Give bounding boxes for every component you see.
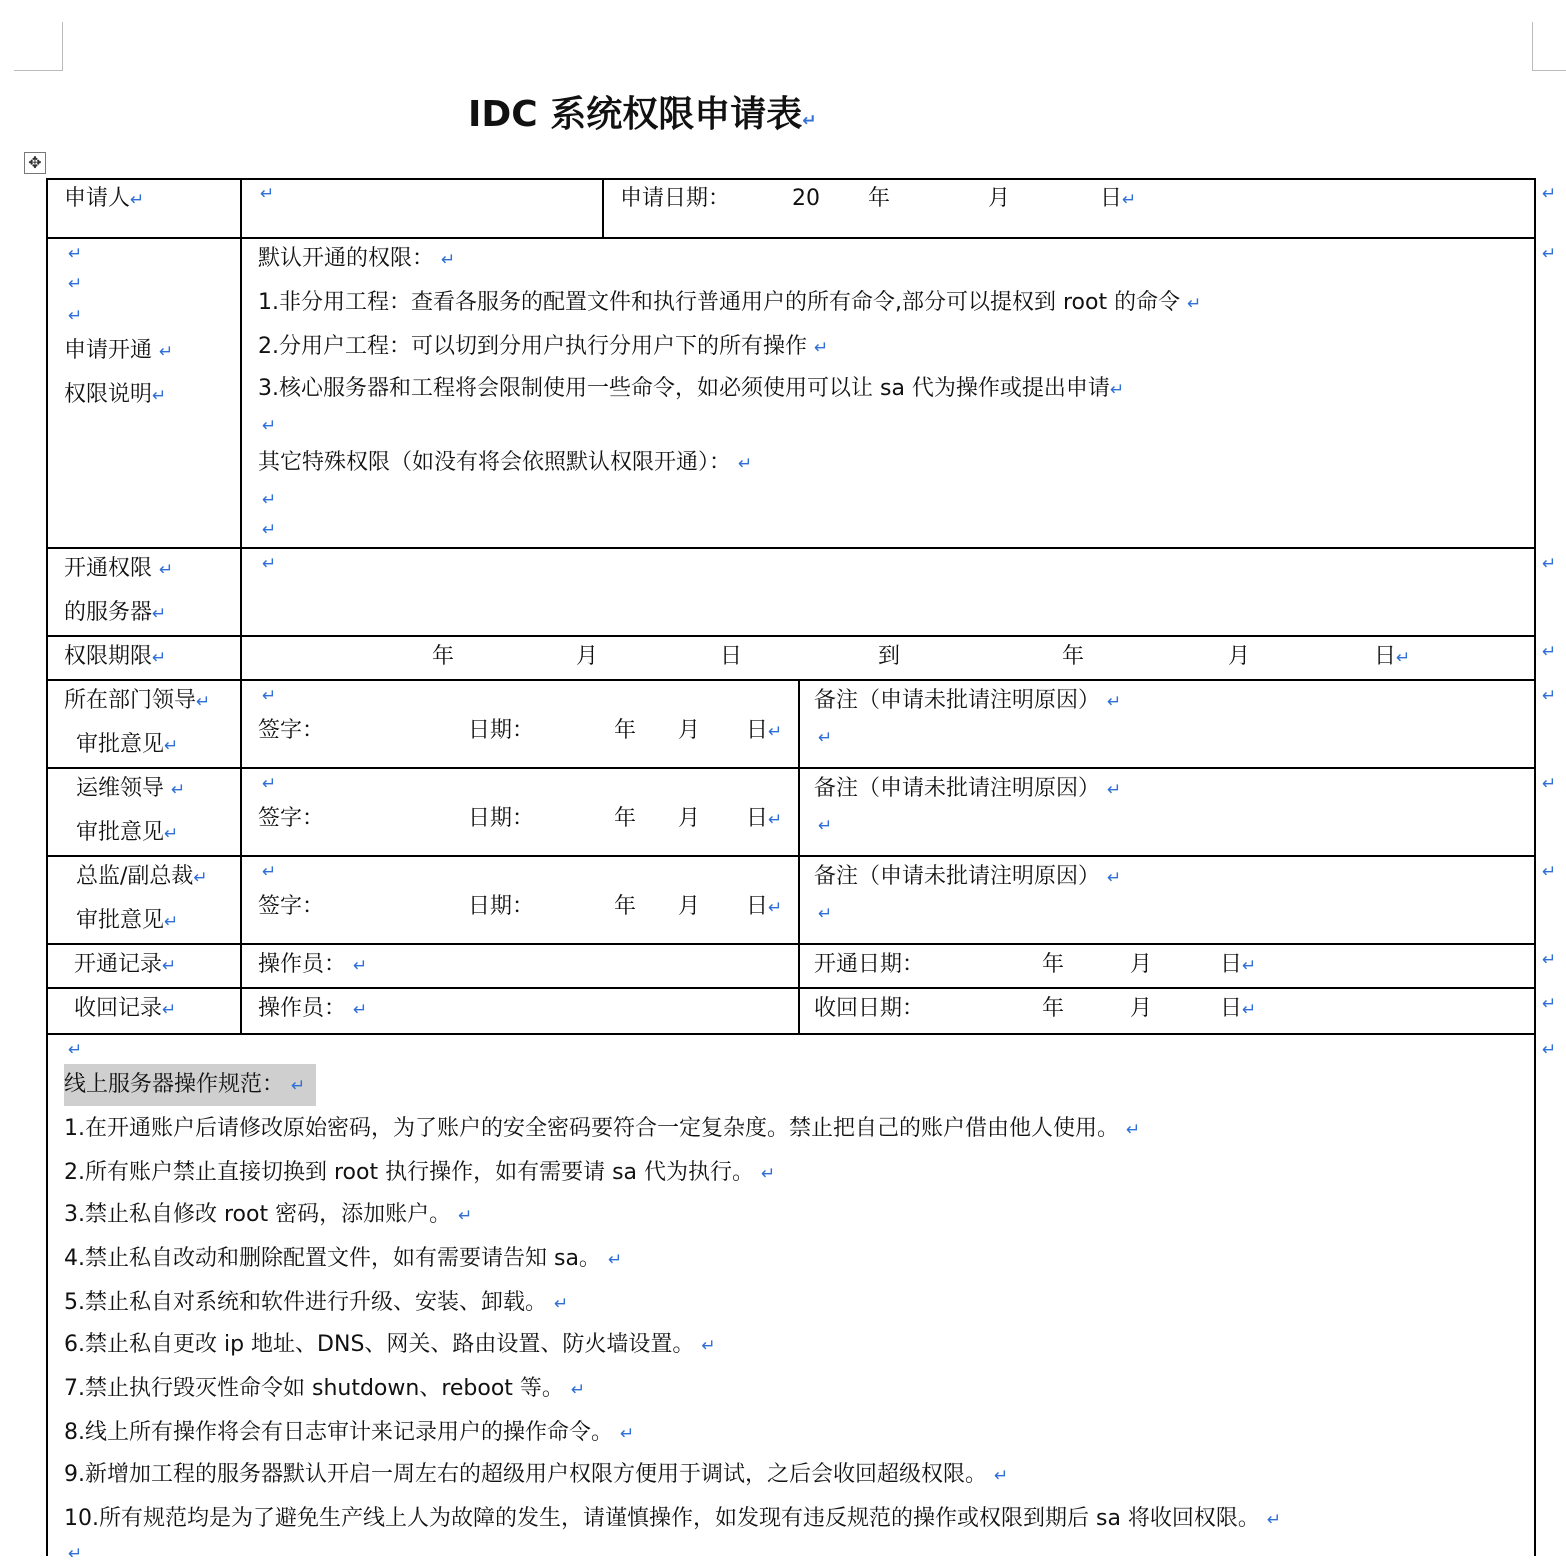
row-end-mark-icon: ↵ — [1542, 1040, 1557, 1060]
rule-item — [64, 1248, 622, 1270]
table-border-top — [46, 178, 1536, 180]
paragraph-mark-icon: ↵ — [130, 190, 145, 210]
desc-label-line2 — [64, 384, 166, 406]
rule-item-text: 3.禁止私自修改 root 密码，添加账户。 — [64, 1202, 452, 1227]
paragraph-mark-icon: ↵ — [768, 722, 783, 742]
signature-field[interactable]: 签字： — [258, 718, 325, 743]
approval-label-line1 — [64, 690, 210, 712]
approval-remark-text: 备注（申请未批请注明原因） — [814, 688, 1101, 713]
apply-month-unit: 月 — [988, 186, 1011, 211]
approval-remark-input[interactable]: ↵ — [818, 728, 833, 748]
paragraph-mark-icon: ↵ — [1109, 380, 1125, 400]
rule-item — [64, 1422, 634, 1444]
paragraph-mark-icon: ↵ — [1242, 1000, 1257, 1020]
approval-label-line1-text: 总监/副总裁 — [76, 864, 194, 889]
paragraph-mark-icon: ↵ — [196, 692, 211, 712]
approval-remark-input[interactable]: ↵ — [818, 904, 833, 924]
rule-item-text: 2.所有账户禁止直接切换到 root 执行操作，如有需要请 sa 代为执行。 — [64, 1160, 755, 1185]
approval-day — [746, 720, 782, 742]
approval-remark — [814, 690, 1121, 712]
signature-field[interactable]: 签字： — [258, 894, 325, 919]
paragraph-mark-icon: ↵ — [262, 862, 277, 882]
paragraph-mark-icon: ↵ — [1187, 294, 1202, 314]
row-divider — [46, 547, 1536, 549]
row-end-mark-icon: ↵ — [1542, 994, 1557, 1014]
default-permissions-title-text: 默认开通的权限： — [258, 246, 435, 271]
applicant-label — [64, 188, 144, 210]
approval-year: 年 — [614, 894, 637, 919]
paragraph-mark-icon: ↵ — [802, 111, 817, 131]
record-date-label: 开通日期： — [814, 952, 925, 977]
record-day — [1220, 954, 1256, 976]
paragraph-mark-icon: ↵ — [193, 868, 208, 888]
paragraph-mark-icon: ↵ — [353, 1000, 368, 1020]
special-permissions-input[interactable]: ↵ — [262, 490, 277, 510]
period-end-month: 月 — [1228, 644, 1251, 669]
column-divider — [602, 178, 604, 239]
record-date-label: 收回日期： — [814, 996, 925, 1021]
table-border-right — [1534, 178, 1536, 1556]
servers-label-line2-text: 的服务器 — [64, 600, 153, 625]
period-start-month: 月 — [576, 644, 599, 669]
approval-date-label: 日期： — [468, 894, 535, 919]
rule-item-text: 1.在开通账户后请修改原始密码，为了账户的安全密码要符合一定复杂度。禁止把自己的账户借由他人使用。 — [64, 1116, 1119, 1141]
rule-item — [64, 1118, 1140, 1140]
row-divider — [46, 767, 1536, 769]
paragraph-mark-icon: ↵ — [68, 274, 83, 294]
approval-label-line1-text: 运维领导 — [76, 776, 165, 801]
approval-label-line1-text: 所在部门领导 — [64, 688, 197, 713]
rule-item-text: 9.新增加工程的服务器默认开启一周左右的超级用户权限方便用于调试，之后会收回超级权限。 — [64, 1462, 987, 1487]
paragraph-mark-icon: ↵ — [814, 338, 829, 358]
record-label — [74, 998, 176, 1020]
rule-item — [64, 1508, 1281, 1530]
approval-date-label: 日期： — [468, 806, 535, 831]
paragraph-mark-icon: ↵ — [164, 736, 179, 756]
record-day-text: 日 — [1220, 952, 1243, 977]
record-year: 年 — [1042, 996, 1065, 1021]
row-end-mark-icon: ↵ — [1542, 774, 1557, 794]
rule-item-text: 5.禁止私自对系统和软件进行升级、安装、卸载。 — [64, 1290, 547, 1315]
approval-month: 月 — [678, 718, 701, 743]
period-end-year: 年 — [1062, 644, 1085, 669]
servers-label-line2 — [64, 602, 166, 624]
permission-item — [258, 336, 828, 358]
default-permissions-title — [258, 248, 455, 270]
paragraph-mark-icon: ↵ — [1107, 692, 1122, 712]
period-start-year: 年 — [432, 644, 455, 669]
rules-title-text: 线上服务器操作规范： — [64, 1072, 285, 1097]
rule-item-text: 6.禁止私自更改 ip 地址、DNS、网关、路由设置、防火墙设置。 — [64, 1332, 695, 1357]
approval-remark — [814, 778, 1121, 800]
paragraph-mark-icon: ↵ — [1396, 648, 1411, 668]
table-move-handle-icon[interactable]: ✥ — [24, 152, 46, 174]
rule-item-text: 8.线上所有操作将会有日志审计来记录用户的操作命令。 — [64, 1420, 613, 1445]
apply-date-label: 申请日期： — [620, 186, 731, 211]
row-end-mark-icon: ↵ — [1542, 950, 1557, 970]
paragraph-mark-icon: ↵ — [701, 1336, 716, 1356]
approval-remark — [814, 866, 1121, 888]
permission-item-text: 2.分用户工程：可以切到分用户执行分用户下的所有操作 — [258, 334, 807, 359]
rule-item — [64, 1378, 585, 1400]
row-divider — [46, 855, 1536, 857]
paragraph-mark-icon: ↵ — [1107, 868, 1122, 888]
special-permissions-label — [258, 452, 752, 474]
paragraph-mark-icon: ↵ — [68, 1040, 83, 1060]
paragraph-mark-icon: ↵ — [768, 898, 783, 918]
paragraph-mark-icon: ↵ — [68, 306, 83, 326]
signature-field[interactable]: 签字： — [258, 806, 325, 831]
special-permissions-text: 其它特殊权限（如没有将会依照默认权限开通）： — [258, 450, 732, 475]
paragraph-mark-icon: ↵ — [761, 1164, 776, 1184]
row-divider — [46, 987, 1536, 989]
approval-day-text: 日 — [746, 894, 769, 919]
paragraph-mark-icon: ↵ — [159, 560, 174, 580]
row-end-mark-icon: ↵ — [1542, 642, 1557, 662]
record-label — [74, 954, 176, 976]
paragraph-mark-icon: ↵ — [738, 454, 753, 474]
servers-label-line1-text: 开通权限 — [64, 556, 153, 581]
approval-year: 年 — [614, 718, 637, 743]
apply-day-unit — [1100, 188, 1136, 210]
approval-remark-text: 备注（申请未批请注明原因） — [814, 776, 1101, 801]
approval-date-label: 日期： — [468, 718, 535, 743]
paragraph-mark-icon: ↵ — [458, 1206, 473, 1226]
period-end-day — [1374, 646, 1410, 668]
paragraph-mark-icon: ↵ — [68, 1544, 83, 1564]
paragraph-mark-icon: ↵ — [291, 1076, 306, 1096]
rules-title — [64, 1074, 305, 1096]
title-text: IDC 系统权限申请表 — [468, 94, 803, 135]
record-operator-text: 操作员： — [258, 996, 347, 1021]
paragraph-mark-icon: ↵ — [152, 604, 167, 624]
record-year: 年 — [1042, 952, 1065, 977]
apply-year-unit: 年 — [868, 186, 891, 211]
servers-input-field[interactable]: ↵ — [262, 554, 277, 574]
record-day-text: 日 — [1220, 996, 1243, 1021]
permission-item — [258, 378, 1124, 400]
row-divider — [46, 943, 1536, 945]
row-end-mark-icon: ↵ — [1542, 862, 1557, 882]
approval-day — [746, 808, 782, 830]
rule-item — [64, 1162, 775, 1184]
applicant-input-field[interactable]: ↵ — [260, 184, 275, 204]
column-divider — [240, 178, 242, 1035]
row-divider — [46, 237, 1536, 239]
paragraph-mark-icon: ↵ — [152, 386, 167, 406]
paragraph-mark-icon: ↵ — [164, 824, 179, 844]
page-corner-mark-left — [14, 22, 63, 71]
row-end-mark-icon: ↵ — [1542, 184, 1557, 204]
row-divider — [46, 679, 1536, 681]
paragraph-mark-icon: ↵ — [1266, 1510, 1282, 1530]
column-divider — [798, 679, 800, 1035]
rule-item-text: 10.所有规范均是为了避免生产线上人为故障的发生，请谨慎操作，如发现有违反规范的操作或权限到期后 sa 将收回权限。 — [64, 1506, 1260, 1531]
desc-label-line2-text: 权限说明 — [64, 382, 153, 407]
record-label-text: 收回记录 — [74, 996, 163, 1021]
rule-item-text: 4.禁止私自改动和删除配置文件，如有需要请告知 sa。 — [64, 1246, 601, 1271]
page-corner-mark-right — [1532, 22, 1566, 71]
approval-label-line2 — [76, 822, 178, 844]
approval-label-line1 — [76, 866, 208, 888]
record-operator-field[interactable] — [258, 954, 367, 976]
paragraph-mark-icon: ↵ — [262, 520, 277, 540]
paragraph-mark-icon: ↵ — [162, 956, 177, 976]
period-to: 到 — [878, 644, 901, 669]
rule-item — [64, 1334, 716, 1356]
approval-remark-text: 备注（申请未批请注明原因） — [814, 864, 1101, 889]
desc-label-line1 — [64, 340, 173, 362]
rule-item-text: 7.禁止执行毁灭性命令如 shutdown、reboot 等。 — [64, 1376, 564, 1401]
row-divider — [46, 1033, 1536, 1035]
paragraph-mark-icon: ↵ — [1107, 780, 1122, 800]
applicant-label-text: 申请人 — [64, 186, 131, 211]
approval-label-line1 — [76, 778, 185, 800]
permission-item-text: 1.非分用工程：查看各服务的配置文件和执行普通用户的所有命令,部分可以提权到 root 的命令 — [258, 290, 1181, 315]
document-title — [468, 86, 816, 137]
approval-month: 月 — [678, 894, 701, 919]
approval-label-line2 — [76, 734, 178, 756]
approval-day-text: 日 — [746, 806, 769, 831]
apply-day-text: 日 — [1100, 186, 1123, 211]
record-day — [1220, 998, 1256, 1020]
approval-label-line2 — [76, 910, 178, 932]
period-label — [64, 646, 166, 668]
paragraph-mark-icon: ↵ — [152, 648, 167, 668]
row-end-mark-icon: ↵ — [1542, 686, 1557, 706]
period-end-day-text: 日 — [1374, 644, 1397, 669]
row-end-mark-icon: ↵ — [1542, 554, 1557, 574]
paragraph-mark-icon: ↵ — [262, 416, 277, 436]
record-operator-text: 操作员： — [258, 952, 347, 977]
paragraph-mark-icon: ↵ — [441, 250, 456, 270]
approval-label-line2-text: 审批意见 — [76, 732, 165, 757]
rule-item — [64, 1464, 1008, 1486]
period-start-day: 日 — [720, 644, 743, 669]
record-month: 月 — [1130, 996, 1153, 1021]
record-label-text: 开通记录 — [74, 952, 163, 977]
paragraph-mark-icon: ↵ — [164, 912, 179, 932]
permission-item — [258, 292, 1201, 314]
paragraph-mark-icon: ↵ — [1242, 956, 1257, 976]
rule-item — [64, 1292, 568, 1314]
paragraph-mark-icon: ↵ — [68, 244, 83, 264]
table-border-left — [46, 178, 48, 1556]
record-operator-field[interactable] — [258, 998, 367, 1020]
approval-year: 年 — [614, 806, 637, 831]
permission-item-text: 3.核心服务器和工程将会限制使用一些命令，如必须使用可以让 sa 代为操作或提出申请 — [258, 376, 1110, 401]
approval-day-text: 日 — [746, 718, 769, 743]
paragraph-mark-icon: ↵ — [1122, 190, 1137, 210]
approval-label-line2-text: 审批意见 — [76, 908, 165, 933]
paragraph-mark-icon: ↵ — [570, 1380, 586, 1400]
paragraph-mark-icon: ↵ — [554, 1294, 569, 1314]
paragraph-mark-icon: ↵ — [994, 1466, 1009, 1486]
row-divider — [46, 635, 1536, 637]
paragraph-mark-icon: ↵ — [171, 780, 186, 800]
apply-year-prefix[interactable]: 20 — [792, 186, 820, 211]
row-end-mark-icon: ↵ — [1542, 244, 1557, 264]
paragraph-mark-icon: ↵ — [607, 1250, 623, 1270]
paragraph-mark-icon: ↵ — [768, 810, 783, 830]
approval-day — [746, 896, 782, 918]
paragraph-mark-icon: ↵ — [353, 956, 368, 976]
desc-label-line1-text: 申请开通 — [64, 338, 153, 363]
paragraph-mark-icon: ↵ — [162, 1000, 177, 1020]
servers-label-line1 — [64, 558, 173, 580]
paragraph-mark-icon: ↵ — [1126, 1120, 1141, 1140]
approval-month: 月 — [678, 806, 701, 831]
approval-remark-input[interactable]: ↵ — [818, 816, 833, 836]
period-label-text: 权限期限 — [64, 644, 153, 669]
paragraph-mark-icon: ↵ — [620, 1424, 635, 1444]
record-month: 月 — [1130, 952, 1153, 977]
paragraph-mark-icon: ↵ — [262, 774, 277, 794]
paragraph-mark-icon: ↵ — [159, 342, 174, 362]
approval-label-line2-text: 审批意见 — [76, 820, 165, 845]
paragraph-mark-icon: ↵ — [262, 686, 277, 706]
rule-item — [64, 1204, 472, 1226]
